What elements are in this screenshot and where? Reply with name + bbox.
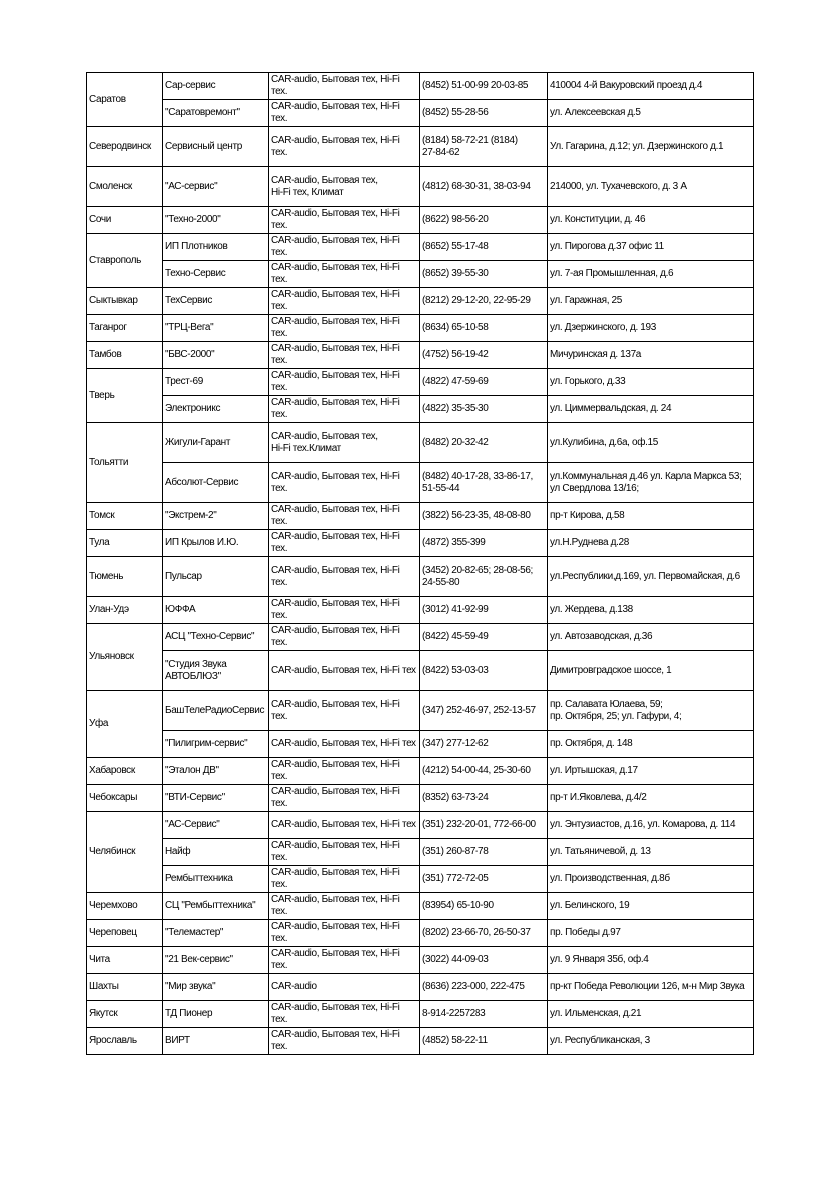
address-cell: Ул. Гагарина, д.12; ул. Дзержинского д.1 bbox=[548, 127, 754, 167]
service-name-cell: "Саратовремонт" bbox=[163, 100, 269, 127]
phone-cell: (4872) 355-399 bbox=[420, 530, 548, 557]
equipment-type-cell: CAR-audio, Бытовая тех, Hi-Fi тех. bbox=[269, 315, 420, 342]
service-name-cell: "ТРЦ-Вега" bbox=[163, 315, 269, 342]
table-row bbox=[87, 167, 754, 207]
equipment-type-cell: CAR-audio, Бытовая тех, Hi-Fi тех. bbox=[269, 342, 420, 369]
table-row bbox=[87, 100, 754, 127]
phone-cell: (347) 252-46-97, 252-13-57 bbox=[420, 691, 548, 731]
service-name-cell: Рембыттехника bbox=[163, 866, 269, 893]
table-row bbox=[87, 288, 754, 315]
equipment-type-cell: CAR-audio, Бытовая тех, Hi-Fi тех bbox=[269, 812, 420, 839]
service-name-cell: Жигули-Гарант bbox=[163, 423, 269, 463]
address-cell: ул. Пирогова д.37 офис 11 bbox=[548, 234, 754, 261]
equipment-type-cell: CAR-audio, Бытовая тех, Hi-Fi тех. bbox=[269, 920, 420, 947]
table-row bbox=[87, 207, 754, 234]
phone-cell: (4752) 56-19-42 bbox=[420, 342, 548, 369]
service-name-cell: "ВТИ-Сервис" bbox=[163, 785, 269, 812]
equipment-type-cell: CAR-audio, Бытовая тех, Hi-Fi тех. bbox=[269, 396, 420, 423]
equipment-type-cell: CAR-audio, Бытовая тех, Hi-Fi тех bbox=[269, 651, 420, 691]
phone-cell: (8212) 29-12-20, 22-95-29 bbox=[420, 288, 548, 315]
equipment-type-cell: CAR-audio, Бытовая тех, Hi-Fi тех. bbox=[269, 261, 420, 288]
equipment-type-cell: CAR-audio, Бытовая тех, Hi-Fi тех. bbox=[269, 369, 420, 396]
phone-cell: (8452) 55-28-56 bbox=[420, 100, 548, 127]
address-cell: Мичуринская д. 137а bbox=[548, 342, 754, 369]
table-row bbox=[87, 1028, 754, 1055]
city-cell: Таганрог bbox=[87, 315, 163, 342]
service-name-cell: "Пилигрим-сервис" bbox=[163, 731, 269, 758]
table-row bbox=[87, 503, 754, 530]
address-cell: ул. Татьяничевой, д. 13 bbox=[548, 839, 754, 866]
table-row bbox=[87, 369, 754, 396]
city-cell: Чебоксары bbox=[87, 785, 163, 812]
city-cell: Северодвинск bbox=[87, 127, 163, 167]
phone-cell: (4212) 54-00-44, 25-30-60 bbox=[420, 758, 548, 785]
phone-cell: (8634) 65-10-58 bbox=[420, 315, 548, 342]
service-name-cell: "АС-сервис" bbox=[163, 167, 269, 207]
phone-cell: (8482) 20-32-42 bbox=[420, 423, 548, 463]
city-cell: Сочи bbox=[87, 207, 163, 234]
address-cell: ул. Республиканская, 3 bbox=[548, 1028, 754, 1055]
table-row bbox=[87, 920, 754, 947]
phone-cell: (8652) 39-55-30 bbox=[420, 261, 548, 288]
city-cell: Тула bbox=[87, 530, 163, 557]
address-cell: ул. Дзержинского, д. 193 bbox=[548, 315, 754, 342]
address-cell: пр. Салавата Юлаева, 59; пр. Октября, 25; ул. Гафури, 4; bbox=[548, 691, 754, 731]
phone-cell: (3022) 44-09-03 bbox=[420, 947, 548, 974]
table-row bbox=[87, 261, 754, 288]
address-cell: ул. Белинского, 19 bbox=[548, 893, 754, 920]
phone-cell: (8652) 55-17-48 bbox=[420, 234, 548, 261]
address-cell: ул. Иртышская, д.17 bbox=[548, 758, 754, 785]
city-cell: Сыктывкар bbox=[87, 288, 163, 315]
table-row bbox=[87, 557, 754, 597]
table-row bbox=[87, 463, 754, 503]
equipment-type-cell: CAR-audio, Бытовая тех, Hi-Fi тех. bbox=[269, 839, 420, 866]
table-row bbox=[87, 758, 754, 785]
address-cell: ул. Конституции, д. 46 bbox=[548, 207, 754, 234]
equipment-type-cell: CAR-audio, Бытовая тех, Hi-Fi тех. bbox=[269, 503, 420, 530]
address-cell: ул.Кулибина, д.6а, оф.15 bbox=[548, 423, 754, 463]
city-cell: Хабаровск bbox=[87, 758, 163, 785]
phone-cell: (8422) 45-59-49 bbox=[420, 624, 548, 651]
equipment-type-cell: CAR-audio bbox=[269, 974, 420, 1001]
service-name-cell: АСЦ "Техно-Сервис" bbox=[163, 624, 269, 651]
service-name-cell: "Студия Звука АВТОБЛЮЗ" bbox=[163, 651, 269, 691]
city-cell: Тюмень bbox=[87, 557, 163, 597]
service-name-cell: "АС-Сервис" bbox=[163, 812, 269, 839]
address-cell: ул. Жердева, д.138 bbox=[548, 597, 754, 624]
phone-cell: (4822) 47-59-69 bbox=[420, 369, 548, 396]
phone-cell: (83954) 65-10-90 bbox=[420, 893, 548, 920]
table-row bbox=[87, 1001, 754, 1028]
city-cell: Ярославль bbox=[87, 1028, 163, 1055]
table-row bbox=[87, 73, 754, 100]
city-cell: Тольятти bbox=[87, 423, 163, 503]
phone-cell: (3452) 20-82-65; 28-08-56; 24-55-80 bbox=[420, 557, 548, 597]
equipment-type-cell: CAR-audio, Бытовая тех, Hi-Fi тех.Климат bbox=[269, 423, 420, 463]
service-name-cell: ИП Плотников bbox=[163, 234, 269, 261]
city-cell: Ставрополь bbox=[87, 234, 163, 288]
address-cell: 410004 4-й Вакуровский проезд д.4 bbox=[548, 73, 754, 100]
table-row bbox=[87, 127, 754, 167]
table-row bbox=[87, 396, 754, 423]
table-row bbox=[87, 691, 754, 731]
service-name-cell: Пульсар bbox=[163, 557, 269, 597]
table-row bbox=[87, 974, 754, 1001]
service-name-cell: Найф bbox=[163, 839, 269, 866]
phone-cell: (8622) 98-56-20 bbox=[420, 207, 548, 234]
phone-cell: (3822) 56-23-35, 48-08-80 bbox=[420, 503, 548, 530]
phone-cell: (351) 772-72-05 bbox=[420, 866, 548, 893]
table-row bbox=[87, 597, 754, 624]
address-cell: Димитровградское шоссе, 1 bbox=[548, 651, 754, 691]
phone-cell: (4812) 68-30-31, 38-03-94 bbox=[420, 167, 548, 207]
address-cell: ул. 9 Января 35б, оф.4 bbox=[548, 947, 754, 974]
service-name-cell: Абсолют-Сервис bbox=[163, 463, 269, 503]
table-row bbox=[87, 866, 754, 893]
phone-cell: (8184) 58-72-21 (8184) 27-84-62 bbox=[420, 127, 548, 167]
city-cell: Тверь bbox=[87, 369, 163, 423]
equipment-type-cell: CAR-audio, Бытовая тех, Hi-Fi тех, Климат bbox=[269, 167, 420, 207]
table-row bbox=[87, 839, 754, 866]
service-name-cell: "Мир звука" bbox=[163, 974, 269, 1001]
city-cell: Челябинск bbox=[87, 812, 163, 893]
service-name-cell: "Экстрем-2" bbox=[163, 503, 269, 530]
service-name-cell: Электроникс bbox=[163, 396, 269, 423]
equipment-type-cell: CAR-audio, Бытовая тех, Hi-Fi тех. bbox=[269, 947, 420, 974]
phone-cell: (347) 277-12-62 bbox=[420, 731, 548, 758]
table-row bbox=[87, 530, 754, 557]
phone-cell: (8352) 63-73-24 bbox=[420, 785, 548, 812]
phone-cell: (8636) 223-000, 222-475 bbox=[420, 974, 548, 1001]
city-cell: Чита bbox=[87, 947, 163, 974]
service-name-cell: Техно-Сервис bbox=[163, 261, 269, 288]
address-cell: ул. Алексеевская д.5 bbox=[548, 100, 754, 127]
address-cell: ул. Гаражная, 25 bbox=[548, 288, 754, 315]
city-cell: Смоленск bbox=[87, 167, 163, 207]
phone-cell: (4852) 58-22-11 bbox=[420, 1028, 548, 1055]
equipment-type-cell: CAR-audio, Бытовая тех, Hi-Fi тех. bbox=[269, 463, 420, 503]
address-cell: ул. Автозаводская, д.36 bbox=[548, 624, 754, 651]
phone-cell: (8202) 23-66-70, 26-50-37 bbox=[420, 920, 548, 947]
service-name-cell: СЦ "Рембыттехника" bbox=[163, 893, 269, 920]
equipment-type-cell: CAR-audio, Бытовая тех, Hi-Fi тех. bbox=[269, 785, 420, 812]
service-name-cell: БашТелеРадиоСервис bbox=[163, 691, 269, 731]
equipment-type-cell: CAR-audio, Бытовая тех, Hi-Fi тех. bbox=[269, 597, 420, 624]
phone-cell: (3012) 41-92-99 bbox=[420, 597, 548, 624]
equipment-type-cell: CAR-audio, Бытовая тех, Hi-Fi тех. bbox=[269, 1028, 420, 1055]
address-cell: ул. Горького, д.33 bbox=[548, 369, 754, 396]
city-cell: Череповец bbox=[87, 920, 163, 947]
table-row bbox=[87, 651, 754, 691]
service-name-cell: Сар-сервис bbox=[163, 73, 269, 100]
service-name-cell: ИП Крылов И.Ю. bbox=[163, 530, 269, 557]
equipment-type-cell: CAR-audio, Бытовая тех, Hi-Fi тех. bbox=[269, 866, 420, 893]
address-cell: пр-кт Победа Революции 126, м-н Мир Звука bbox=[548, 974, 754, 1001]
table-row bbox=[87, 315, 754, 342]
address-cell: ул.Н.Руднева д.28 bbox=[548, 530, 754, 557]
phone-cell: (8482) 40-17-28, 33-86-17, 51-55-44 bbox=[420, 463, 548, 503]
phone-cell: (8422) 53-03-03 bbox=[420, 651, 548, 691]
address-cell: пр-т Кирова, д.58 bbox=[548, 503, 754, 530]
equipment-type-cell: CAR-audio, Бытовая тех, Hi-Fi тех. bbox=[269, 557, 420, 597]
equipment-type-cell: CAR-audio, Бытовая тех, Hi-Fi тех. bbox=[269, 288, 420, 315]
service-centers-body bbox=[87, 73, 754, 1055]
table-row bbox=[87, 423, 754, 463]
service-name-cell: ВИРТ bbox=[163, 1028, 269, 1055]
service-name-cell: "Техно-2000" bbox=[163, 207, 269, 234]
address-cell: 214000, ул. Тухачевского, д. 3 А bbox=[548, 167, 754, 207]
service-name-cell: "БВС-2000" bbox=[163, 342, 269, 369]
equipment-type-cell: CAR-audio, Бытовая тех, Hi-Fi тех. bbox=[269, 1001, 420, 1028]
table-row bbox=[87, 893, 754, 920]
city-cell: Черемхово bbox=[87, 893, 163, 920]
equipment-type-cell: CAR-audio, Бытовая тех, Hi-Fi тех. bbox=[269, 234, 420, 261]
service-name-cell: "Телемастер" bbox=[163, 920, 269, 947]
equipment-type-cell: CAR-audio, Бытовая тех, Hi-Fi тех. bbox=[269, 127, 420, 167]
city-cell: Саратов bbox=[87, 73, 163, 127]
service-centers-table bbox=[86, 72, 754, 1055]
service-name-cell: ТехСервис bbox=[163, 288, 269, 315]
phone-cell: (351) 232-20-01, 772-66-00 bbox=[420, 812, 548, 839]
service-name-cell: ЮФФА bbox=[163, 597, 269, 624]
equipment-type-cell: CAR-audio, Бытовая тех, Hi-Fi тех. bbox=[269, 530, 420, 557]
city-cell: Шахты bbox=[87, 974, 163, 1001]
phone-cell: (4822) 35-35-30 bbox=[420, 396, 548, 423]
city-cell: Ульяновск bbox=[87, 624, 163, 691]
service-name-cell: Трест-69 bbox=[163, 369, 269, 396]
city-cell: Якутск bbox=[87, 1001, 163, 1028]
address-cell: пр. Октября, д. 148 bbox=[548, 731, 754, 758]
equipment-type-cell: CAR-audio, Бытовая тех, Hi-Fi тех. bbox=[269, 893, 420, 920]
table-row bbox=[87, 812, 754, 839]
address-cell: пр. Победы д.97 bbox=[548, 920, 754, 947]
address-cell: ул. Энтузиастов, д.16, ул. Комарова, д. 114 bbox=[548, 812, 754, 839]
city-cell: Уфа bbox=[87, 691, 163, 758]
equipment-type-cell: CAR-audio, Бытовая тех, Hi-Fi тех. bbox=[269, 624, 420, 651]
equipment-type-cell: CAR-audio, Бытовая тех, Hi-Fi тех bbox=[269, 731, 420, 758]
table-row bbox=[87, 785, 754, 812]
equipment-type-cell: CAR-audio, Бытовая тех, Hi-Fi тех. bbox=[269, 73, 420, 100]
phone-cell: 8-914-2257283 bbox=[420, 1001, 548, 1028]
address-cell: ул. Ильменская, д.21 bbox=[548, 1001, 754, 1028]
address-cell: ул.Коммунальная д.46 ул. Карла Маркса 53; ул Свердлова 13/16; bbox=[548, 463, 754, 503]
service-name-cell: Сервисный центр bbox=[163, 127, 269, 167]
address-cell: ул.Республики,д.169, ул. Первомайская, д.6 bbox=[548, 557, 754, 597]
city-cell: Улан-Удэ bbox=[87, 597, 163, 624]
phone-cell: (351) 260-87-78 bbox=[420, 839, 548, 866]
service-name-cell: ТД Пионер bbox=[163, 1001, 269, 1028]
address-cell: пр-т И.Яковлева, д.4/2 bbox=[548, 785, 754, 812]
table-row bbox=[87, 731, 754, 758]
table-row bbox=[87, 234, 754, 261]
city-cell: Тамбов bbox=[87, 342, 163, 369]
address-cell: ул. 7-ая Промышленная, д.6 bbox=[548, 261, 754, 288]
table-row bbox=[87, 342, 754, 369]
equipment-type-cell: CAR-audio, Бытовая тех, Hi-Fi тех. bbox=[269, 691, 420, 731]
address-cell: ул. Циммервальдская, д. 24 bbox=[548, 396, 754, 423]
service-name-cell: "Эталон ДВ" bbox=[163, 758, 269, 785]
equipment-type-cell: CAR-audio, Бытовая тех, Hi-Fi тех. bbox=[269, 207, 420, 234]
service-name-cell: "21 Век-сервис" bbox=[163, 947, 269, 974]
phone-cell: (8452) 51-00-99 20-03-85 bbox=[420, 73, 548, 100]
equipment-type-cell: CAR-audio, Бытовая тех, Hi-Fi тех. bbox=[269, 100, 420, 127]
table-row bbox=[87, 624, 754, 651]
city-cell: Томск bbox=[87, 503, 163, 530]
equipment-type-cell: CAR-audio, Бытовая тех, Hi-Fi тех. bbox=[269, 758, 420, 785]
table-row bbox=[87, 947, 754, 974]
address-cell: ул. Производственная, д.8б bbox=[548, 866, 754, 893]
